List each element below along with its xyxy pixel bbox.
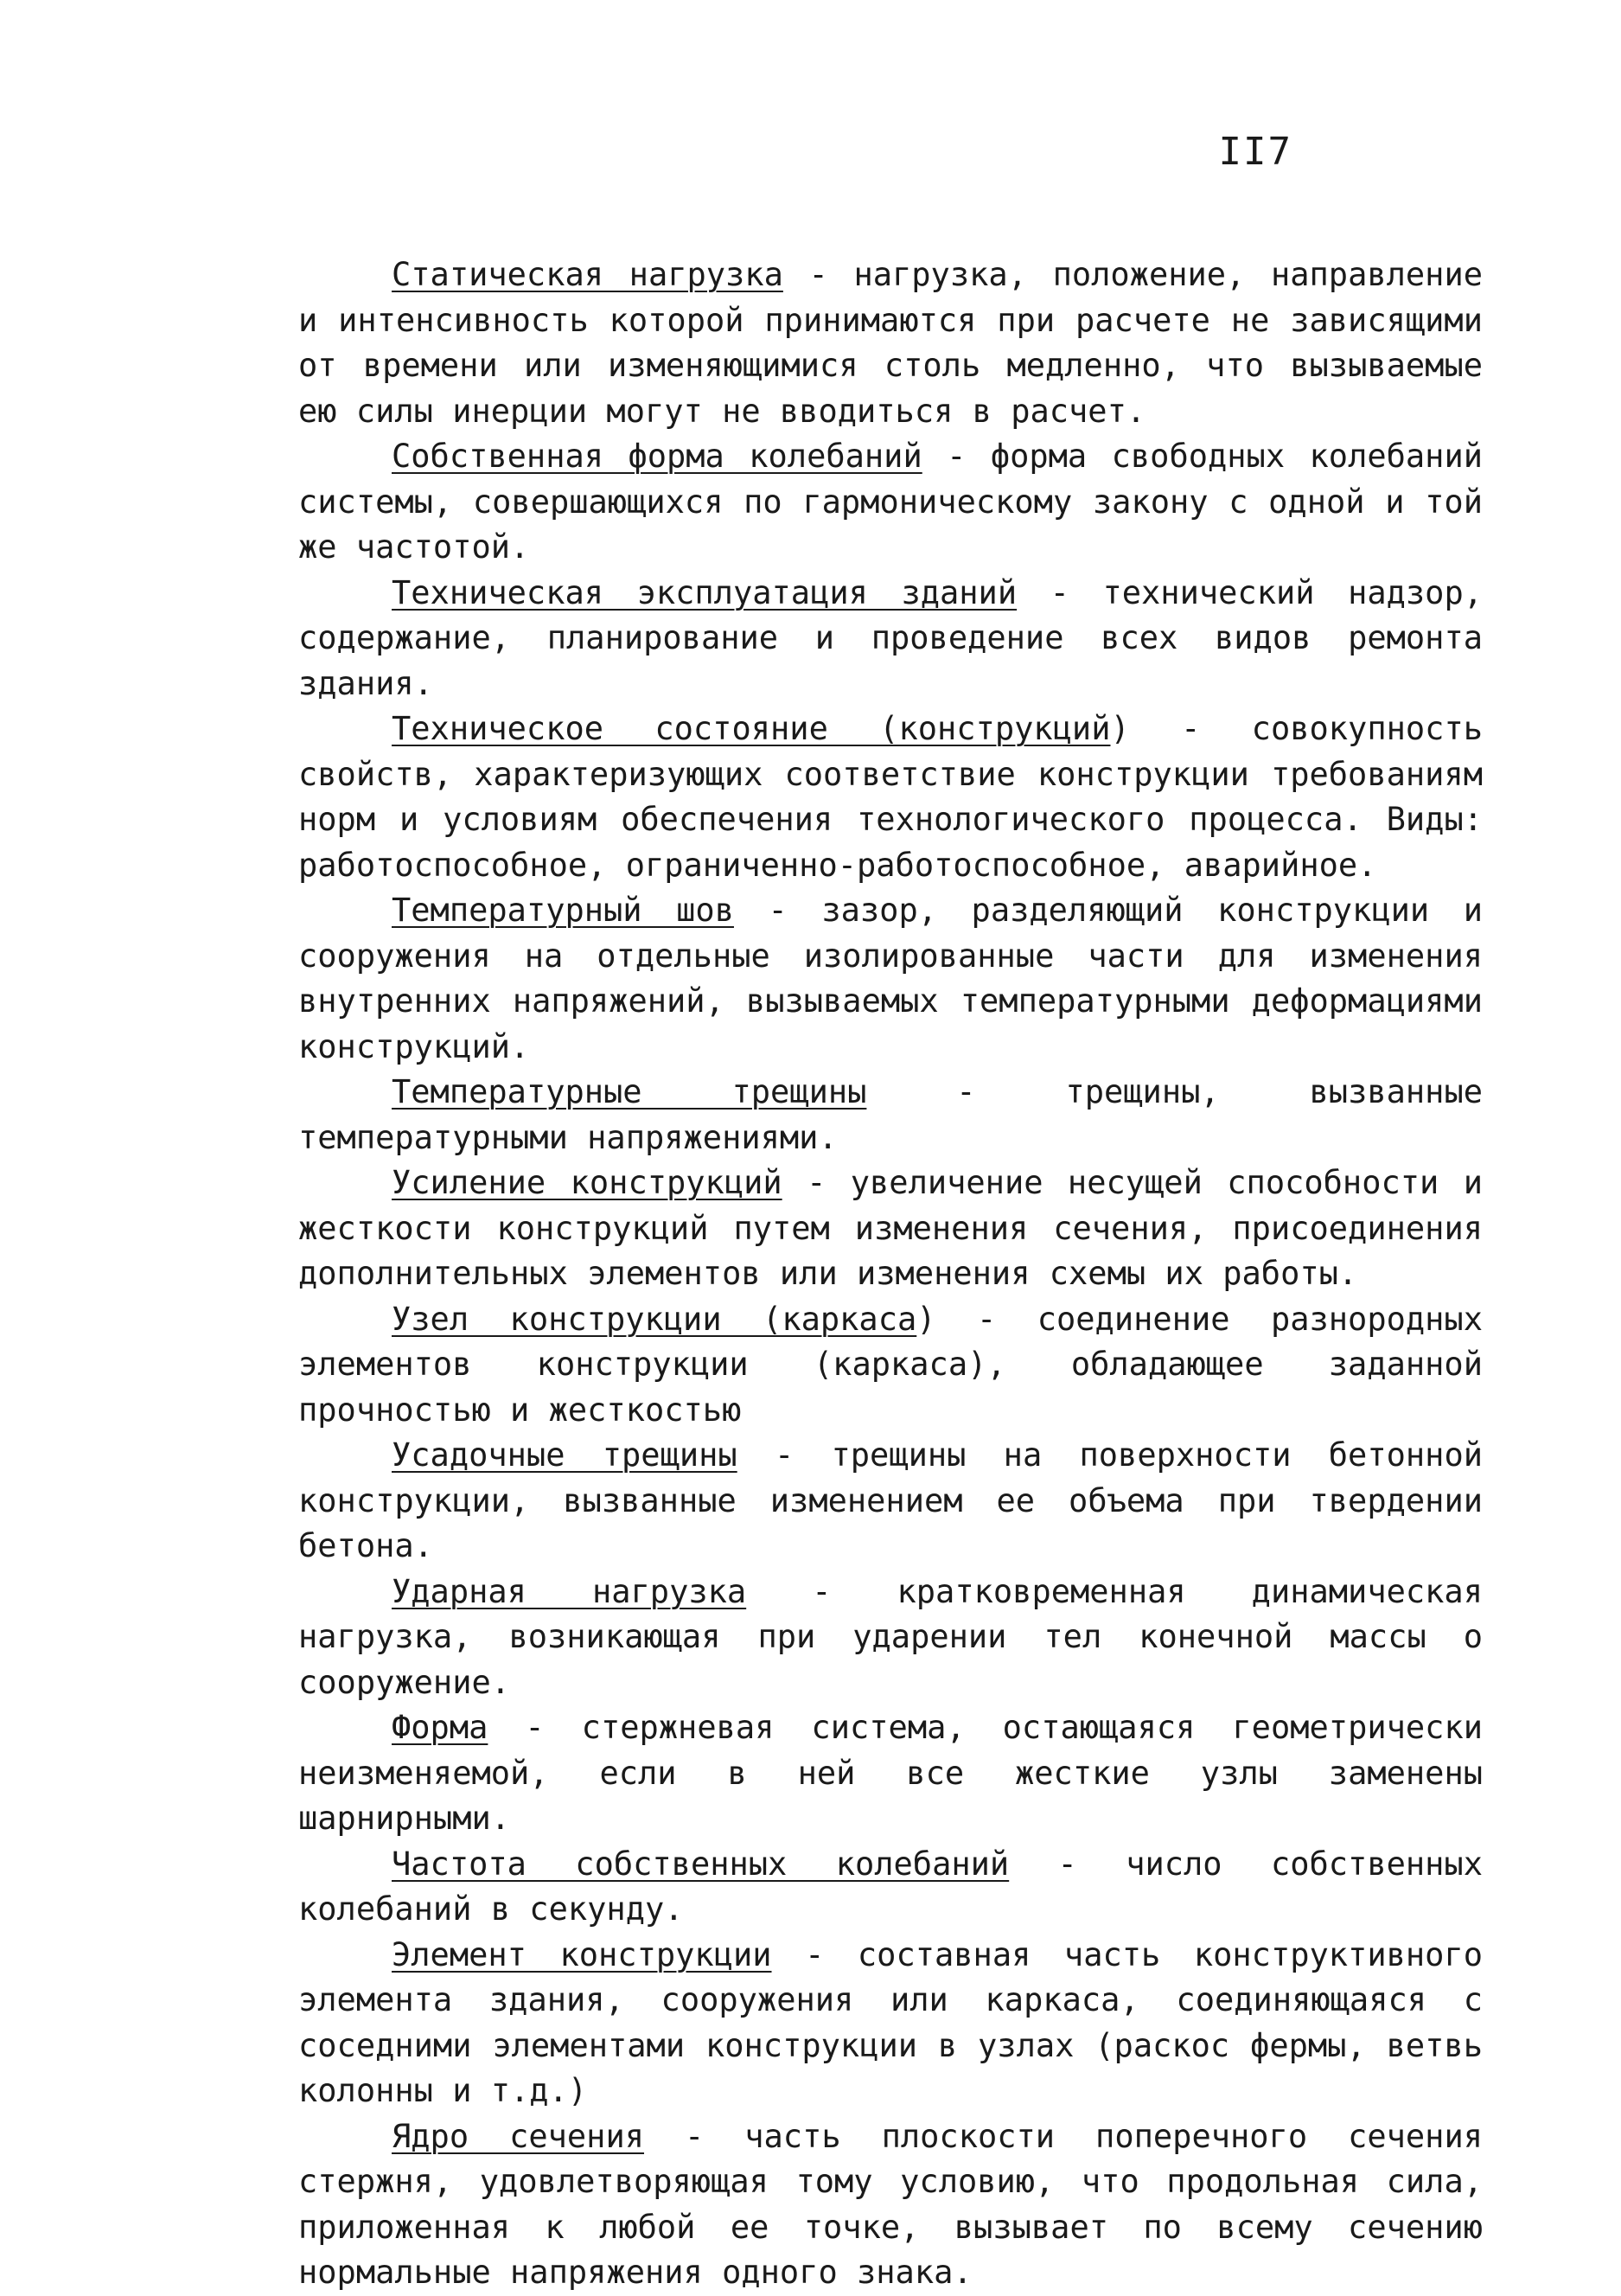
glossary-term: Усадочные трещины [392,1436,737,1474]
glossary-definition: ) - совокупность свойств, характеризующих соответствие конструкции требованиям норм и условиям обеспечения технологического процесса. Виды: работоспособное, ограниченно-работоспособное, аварийное. [298,710,1483,884]
glossary-definition: - стержневая система, остающаяся геометрически неизменяемой, если в ней все жесткие узлы заменены шарнирными. [298,1709,1483,1837]
glossary-term: Техническая эксплуатация зданий [392,573,1018,611]
glossary-entry [298,1842,1483,1933]
glossary-entry [298,1070,1483,1161]
glossary-entry [298,1161,1483,1297]
glossary-term: Усиление конструкций [392,1164,782,1201]
glossary-definition: - трещины, вызванные температурными напряжениями. [298,1073,1484,1156]
glossary-entry [298,1433,1483,1570]
glossary-entry [298,434,1483,571]
glossary-entry [298,888,1483,1070]
glossary-entry [298,1570,1483,1706]
glossary-entry [298,707,1483,888]
glossary-term: Ядро сечения [392,2117,645,2155]
glossary-entry [298,1297,1483,1434]
glossary-entry [298,571,1483,707]
glossary-term: Температурный шов [392,892,734,929]
glossary-entry [298,1933,1483,2114]
glossary-term: Форма [392,1709,488,1746]
glossary-term: Элемент конструкции [392,1935,772,1973]
glossary-text [298,253,1483,2296]
glossary-definition: - трещины на поверхности бетонной конструкции, вызванные изменением ее объема при твердении бетона. [298,1436,1483,1564]
glossary-entry [298,253,1483,434]
glossary-term: Частота собственных колебаний [392,1845,1010,1883]
glossary-term: Температурные трещины [392,1073,867,1110]
glossary-definition: - часть плоскости поперечного сечения стержня, удовлетворяющая тому условию, что продольная сила, приложенная к любой ее точке, вызывает по всему сечению нормальные напряжения одного знака. [298,2117,1484,2291]
glossary-term: Собственная форма колебаний [392,438,922,475]
page-number: II7 [1218,130,1292,174]
glossary-definition: - технический надзор, содержание, планирование и проведение всех видов ремонта здания. [298,573,1483,702]
glossary-term: Техническое состояние (конструкций [392,710,1111,747]
glossary-definition: - зазор, разделяющий конструкции и сооружения на отдельные изолированные части для изменения внутренних напряжений, вызываемых температурными деформациями конструкций. [298,892,1483,1065]
glossary-definition: - кратковременная динамическая нагрузка, возникающая при ударении тел конечной массы о сооружение. [298,1572,1483,1701]
glossary-definition: - форма свободных колебаний системы, совершающихся по гармоническому закону с одной и той же частотой. [298,438,1484,566]
glossary-definition: ) - соединение разнородных элементов конструкции (каркаса), обладающее заданной прочностью и жесткостью [298,1300,1483,1429]
glossary-entry [298,2114,1483,2296]
glossary-definition: - увеличение несущей способности и жесткости конструкций путем изменения сечения, присоединения дополнительных элементов или изменения схемы их работы. [298,1164,1483,1292]
glossary-definition: - число собственных колебаний в секунду. [298,1845,1483,1928]
glossary-definition: - нагрузка, положение, направление и интенсивность которой принимаются при расчете не зависящими от времени или изменяющимися столь медленно, что вызываемые ею силы инерции могут не вводиться в расчет. [298,256,1483,430]
glossary-term: Статическая нагрузка [392,256,783,293]
glossary-term: Ударная нагрузка [392,1572,747,1610]
glossary-term: Узел конструкции (каркаса [392,1300,917,1338]
glossary-definition: - составная часть конструктивного элемента здания, сооружения или каркаса, соединяющаяся с соседними элементами конструкции в узлах (раскос фермы, ветвь колонны и т.д.) [298,1935,1483,2109]
glossary-entry [298,1705,1483,1842]
